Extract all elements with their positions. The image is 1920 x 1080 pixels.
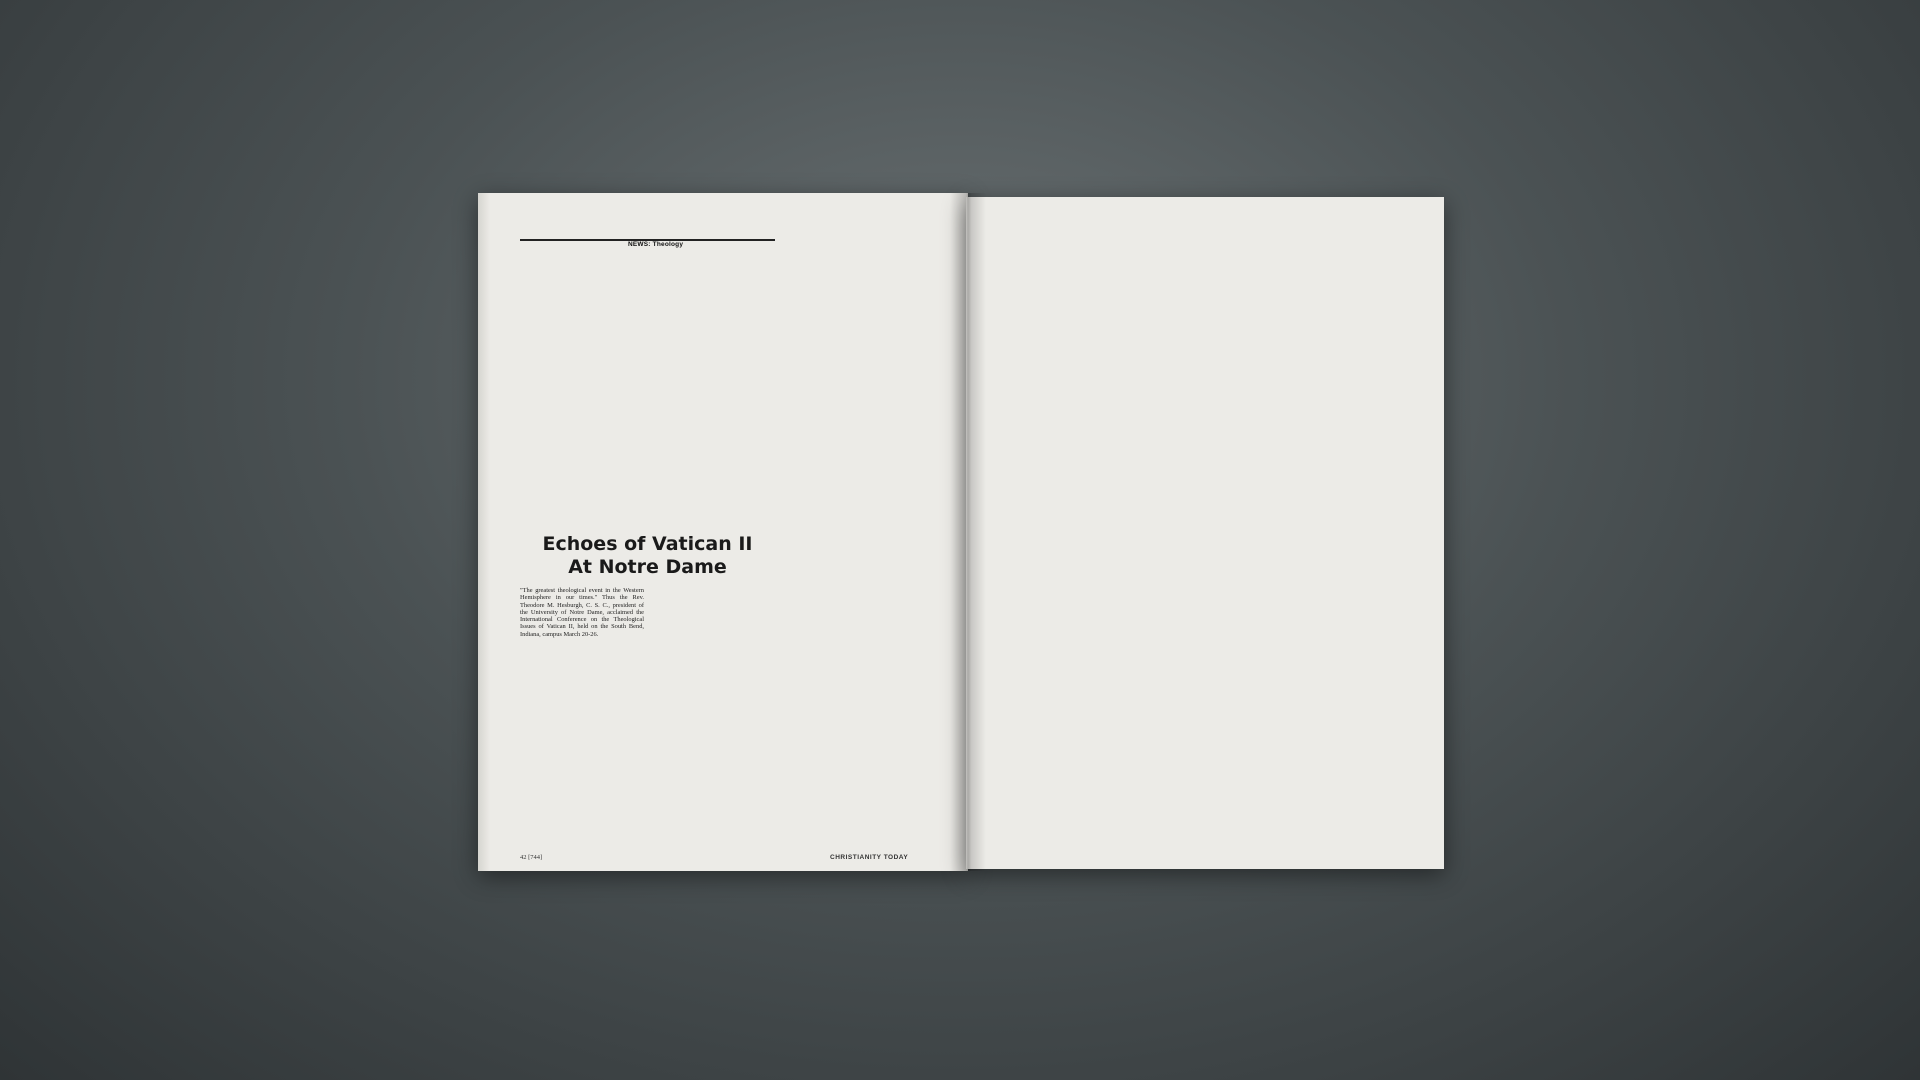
title-line-2: At Notre Dame xyxy=(568,556,727,578)
page-number-left: 42 [744] xyxy=(520,854,543,861)
spine-gutter xyxy=(950,193,986,871)
right-page xyxy=(966,197,1444,869)
running-footer: CHRISTIANITY TODAY xyxy=(830,854,909,861)
section-label: NEWS: Theology xyxy=(628,241,684,248)
article-title xyxy=(520,533,775,579)
intro-paragraph: "The greatest theological event in the Western Hemisphere in our times." Thus the Rev. Theodore M. Hesburgh, C. S. C., president of the University of Notre Dame, acclaimed the International Conference on the Theological Issues of Vatican II, held on the South Bend, Indiana, campus March 20-26. xyxy=(520,587,644,638)
magazine-spread xyxy=(478,193,1444,871)
left-page xyxy=(478,193,968,871)
page-edge xyxy=(478,193,490,871)
title-line-1: Echoes of Vatican II xyxy=(542,533,753,555)
